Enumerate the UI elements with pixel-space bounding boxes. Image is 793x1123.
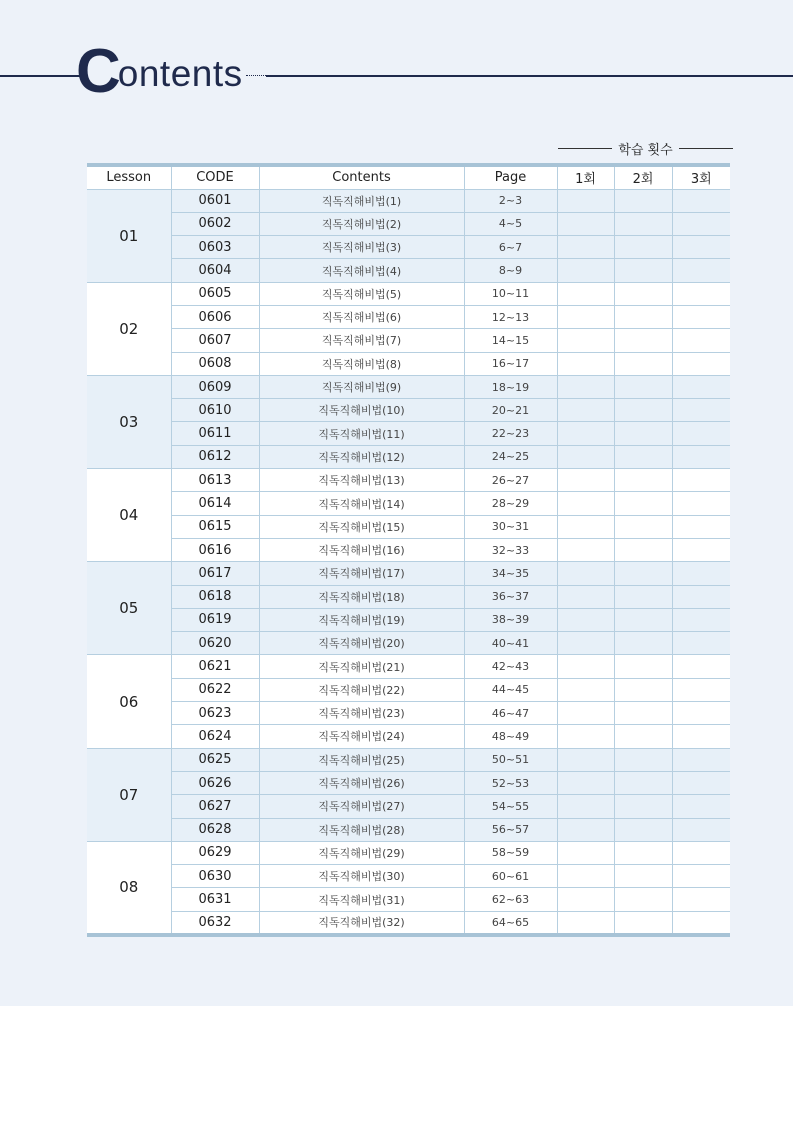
contents-table bbox=[87, 163, 730, 937]
table-row bbox=[87, 189, 730, 212]
contents-cell: 직독직해비법(4) bbox=[259, 259, 464, 282]
page-cell: 34~35 bbox=[464, 562, 557, 585]
page-cell: 38~39 bbox=[464, 608, 557, 631]
contents-cell: 직독직해비법(1) bbox=[259, 189, 464, 212]
study-round-1-checkbox-cell[interactable] bbox=[557, 515, 614, 538]
code-cell: 0612 bbox=[171, 445, 259, 468]
code-cell: 0604 bbox=[171, 259, 259, 282]
code-cell: 0630 bbox=[171, 865, 259, 888]
study-round-3-checkbox-cell[interactable] bbox=[672, 818, 730, 841]
study-round-1-checkbox-cell[interactable] bbox=[557, 771, 614, 794]
code-cell: 0608 bbox=[171, 352, 259, 375]
study-round-3-checkbox-cell[interactable] bbox=[672, 655, 730, 678]
study-round-1-checkbox-cell[interactable] bbox=[557, 911, 614, 934]
lesson-number: 07 bbox=[87, 748, 171, 841]
study-round-2-checkbox-cell[interactable] bbox=[614, 795, 672, 818]
contents-cell: 직독직해비법(19) bbox=[259, 608, 464, 631]
study-round-2-checkbox-cell[interactable] bbox=[614, 841, 672, 864]
code-cell: 0605 bbox=[171, 282, 259, 305]
table-row bbox=[87, 469, 730, 492]
contents-cell: 직독직해비법(20) bbox=[259, 632, 464, 655]
code-cell: 0601 bbox=[171, 189, 259, 212]
study-round-1-checkbox-cell[interactable] bbox=[557, 585, 614, 608]
study-round-2-checkbox-cell[interactable] bbox=[614, 562, 672, 585]
page-cell: 32~33 bbox=[464, 538, 557, 561]
header-rule-right bbox=[266, 75, 793, 77]
contents-cell: 직독직해비법(22) bbox=[259, 678, 464, 701]
study-round-1-checkbox-cell[interactable] bbox=[557, 865, 614, 888]
page-cell: 4~5 bbox=[464, 212, 557, 235]
study-round-1-checkbox-cell[interactable] bbox=[557, 678, 614, 701]
table-row bbox=[87, 702, 730, 725]
study-round-2-checkbox-cell[interactable] bbox=[614, 305, 672, 328]
table-row bbox=[87, 608, 730, 631]
study-round-3-checkbox-cell[interactable] bbox=[672, 865, 730, 888]
table-row bbox=[87, 236, 730, 259]
study-round-3-checkbox-cell[interactable] bbox=[672, 771, 730, 794]
page-cell: 48~49 bbox=[464, 725, 557, 748]
page-cell: 10~11 bbox=[464, 282, 557, 305]
study-round-3-checkbox-cell[interactable] bbox=[672, 515, 730, 538]
study-round-1-checkbox-cell[interactable] bbox=[557, 818, 614, 841]
study-round-2-checkbox-cell[interactable] bbox=[614, 748, 672, 771]
contents-cell: 직독직해비법(27) bbox=[259, 795, 464, 818]
table-row bbox=[87, 655, 730, 678]
contents-cell: 직독직해비법(30) bbox=[259, 865, 464, 888]
lesson-number: 05 bbox=[87, 562, 171, 655]
code-cell: 0609 bbox=[171, 375, 259, 398]
study-round-1-checkbox-cell[interactable] bbox=[557, 538, 614, 561]
table-row bbox=[87, 538, 730, 561]
contents-cell: 직독직해비법(7) bbox=[259, 329, 464, 352]
page-cell: 62~63 bbox=[464, 888, 557, 911]
study-round-1-checkbox-cell[interactable] bbox=[557, 608, 614, 631]
study-round-3-checkbox-cell[interactable] bbox=[672, 608, 730, 631]
study-round-2-checkbox-cell[interactable] bbox=[614, 259, 672, 282]
study-round-3-checkbox-cell[interactable] bbox=[672, 702, 730, 725]
header-rule-left bbox=[0, 75, 86, 77]
contents-cell: 직독직해비법(12) bbox=[259, 445, 464, 468]
page-cell: 64~65 bbox=[464, 911, 557, 934]
contents-cell: 직독직해비법(29) bbox=[259, 841, 464, 864]
study-round-3-checkbox-cell[interactable] bbox=[672, 399, 730, 422]
contents-cell: 직독직해비법(2) bbox=[259, 212, 464, 235]
study-round-2-checkbox-cell[interactable] bbox=[614, 655, 672, 678]
contents-cell: 직독직해비법(31) bbox=[259, 888, 464, 911]
page-cell: 14~15 bbox=[464, 329, 557, 352]
code-cell: 0623 bbox=[171, 702, 259, 725]
contents-cell: 직독직해비법(13) bbox=[259, 469, 464, 492]
table-row bbox=[87, 352, 730, 375]
study-round-2-checkbox-cell[interactable] bbox=[614, 399, 672, 422]
code-cell: 0620 bbox=[171, 632, 259, 655]
page-cell: 22~23 bbox=[464, 422, 557, 445]
contents-cell: 직독직해비법(8) bbox=[259, 352, 464, 375]
code-cell: 0611 bbox=[171, 422, 259, 445]
code-cell: 0607 bbox=[171, 329, 259, 352]
study-round-3-checkbox-cell[interactable] bbox=[672, 795, 730, 818]
page-cell: 8~9 bbox=[464, 259, 557, 282]
code-cell: 0615 bbox=[171, 515, 259, 538]
study-count-text: 학습 횟수 bbox=[618, 142, 673, 158]
code-cell: 0606 bbox=[171, 305, 259, 328]
study-round-2-checkbox-cell[interactable] bbox=[614, 702, 672, 725]
contents-cell: 직독직해비법(3) bbox=[259, 236, 464, 259]
column-header-lesson: Lesson bbox=[87, 165, 171, 189]
study-round-3-checkbox-cell[interactable] bbox=[672, 259, 730, 282]
study-round-1-checkbox-cell[interactable] bbox=[557, 655, 614, 678]
study-round-1-checkbox-cell[interactable] bbox=[557, 259, 614, 282]
page-cell: 56~57 bbox=[464, 818, 557, 841]
table-row bbox=[87, 865, 730, 888]
code-cell: 0617 bbox=[171, 562, 259, 585]
page-cell: 30~31 bbox=[464, 515, 557, 538]
table-row bbox=[87, 771, 730, 794]
study-round-2-checkbox-cell[interactable] bbox=[614, 236, 672, 259]
study-round-2-checkbox-cell[interactable] bbox=[614, 515, 672, 538]
study-round-2-checkbox-cell[interactable] bbox=[614, 422, 672, 445]
column-header-contents: Contents bbox=[259, 165, 464, 189]
study-round-3-checkbox-cell[interactable] bbox=[672, 678, 730, 701]
study-round-3-checkbox-cell[interactable] bbox=[672, 725, 730, 748]
study-round-2-checkbox-cell[interactable] bbox=[614, 608, 672, 631]
table-row bbox=[87, 212, 730, 235]
study-round-3-checkbox-cell[interactable] bbox=[672, 422, 730, 445]
title-rest: ontents bbox=[117, 53, 243, 94]
study-round-3-checkbox-cell[interactable] bbox=[672, 352, 730, 375]
page-title bbox=[76, 37, 243, 106]
table-row bbox=[87, 515, 730, 538]
table-row bbox=[87, 632, 730, 655]
study-round-1-checkbox-cell[interactable] bbox=[557, 329, 614, 352]
contents-cell: 직독직해비법(10) bbox=[259, 399, 464, 422]
study-round-1-checkbox-cell[interactable] bbox=[557, 841, 614, 864]
page-cell: 6~7 bbox=[464, 236, 557, 259]
page-cell: 42~43 bbox=[464, 655, 557, 678]
study-round-1-checkbox-cell[interactable] bbox=[557, 795, 614, 818]
table-row bbox=[87, 725, 730, 748]
contents-cell: 직독직해비법(17) bbox=[259, 562, 464, 585]
lesson-number: 06 bbox=[87, 655, 171, 748]
study-round-3-checkbox-cell[interactable] bbox=[672, 282, 730, 305]
study-round-3-checkbox-cell[interactable] bbox=[672, 469, 730, 492]
code-cell: 0616 bbox=[171, 538, 259, 561]
study-round-2-checkbox-cell[interactable] bbox=[614, 865, 672, 888]
study-round-2-checkbox-cell[interactable] bbox=[614, 771, 672, 794]
table-row bbox=[87, 841, 730, 864]
page-cell: 44~45 bbox=[464, 678, 557, 701]
table-row bbox=[87, 748, 730, 771]
table-row bbox=[87, 585, 730, 608]
study-round-3-checkbox-cell[interactable] bbox=[672, 562, 730, 585]
lesson-number: 04 bbox=[87, 469, 171, 562]
table-row bbox=[87, 305, 730, 328]
contents-cell: 직독직해비법(14) bbox=[259, 492, 464, 515]
contents-cell: 직독직해비법(23) bbox=[259, 702, 464, 725]
column-header-page: Page bbox=[464, 165, 557, 189]
study-round-1-checkbox-cell[interactable] bbox=[557, 212, 614, 235]
study-round-1-checkbox-cell[interactable] bbox=[557, 352, 614, 375]
study-round-2-checkbox-cell[interactable] bbox=[614, 375, 672, 398]
study-round-2-checkbox-cell[interactable] bbox=[614, 911, 672, 934]
column-header-round-1: 1회 bbox=[557, 165, 614, 189]
contents-cell: 직독직해비법(28) bbox=[259, 818, 464, 841]
table-row bbox=[87, 445, 730, 468]
column-header-code: CODE bbox=[171, 165, 259, 189]
column-header-round-2: 2회 bbox=[614, 165, 672, 189]
study-round-3-checkbox-cell[interactable] bbox=[672, 212, 730, 235]
lesson-number: 02 bbox=[87, 282, 171, 375]
code-cell: 0613 bbox=[171, 469, 259, 492]
study-round-1-checkbox-cell[interactable] bbox=[557, 562, 614, 585]
code-cell: 0614 bbox=[171, 492, 259, 515]
page-cell: 28~29 bbox=[464, 492, 557, 515]
code-cell: 0632 bbox=[171, 911, 259, 934]
code-cell: 0627 bbox=[171, 795, 259, 818]
table-row bbox=[87, 375, 730, 398]
study-round-3-checkbox-cell[interactable] bbox=[672, 236, 730, 259]
study-round-1-checkbox-cell[interactable] bbox=[557, 189, 614, 212]
study-round-2-checkbox-cell[interactable] bbox=[614, 888, 672, 911]
study-round-2-checkbox-cell[interactable] bbox=[614, 212, 672, 235]
contents-cell: 직독직해비법(11) bbox=[259, 422, 464, 445]
study-round-2-checkbox-cell[interactable] bbox=[614, 189, 672, 212]
code-cell: 0618 bbox=[171, 585, 259, 608]
table-row bbox=[87, 795, 730, 818]
study-round-1-checkbox-cell[interactable] bbox=[557, 469, 614, 492]
page-cell: 60~61 bbox=[464, 865, 557, 888]
contents-cell: 직독직해비법(18) bbox=[259, 585, 464, 608]
study-round-2-checkbox-cell[interactable] bbox=[614, 492, 672, 515]
study-round-3-checkbox-cell[interactable] bbox=[672, 841, 730, 864]
code-cell: 0622 bbox=[171, 678, 259, 701]
study-round-3-checkbox-cell[interactable] bbox=[672, 492, 730, 515]
study-round-1-checkbox-cell[interactable] bbox=[557, 725, 614, 748]
code-cell: 0631 bbox=[171, 888, 259, 911]
table-body bbox=[87, 189, 730, 935]
study-round-3-checkbox-cell[interactable] bbox=[672, 585, 730, 608]
table-row bbox=[87, 422, 730, 445]
study-round-2-checkbox-cell[interactable] bbox=[614, 282, 672, 305]
code-cell: 0621 bbox=[171, 655, 259, 678]
study-round-1-checkbox-cell[interactable] bbox=[557, 305, 614, 328]
table-row bbox=[87, 259, 730, 282]
table-header-row bbox=[87, 165, 730, 189]
page-cell: 2~3 bbox=[464, 189, 557, 212]
study-round-3-checkbox-cell[interactable] bbox=[672, 305, 730, 328]
table-row bbox=[87, 282, 730, 305]
table-row bbox=[87, 492, 730, 515]
contents-cell: 직독직해비법(6) bbox=[259, 305, 464, 328]
study-round-1-checkbox-cell[interactable] bbox=[557, 375, 614, 398]
code-cell: 0602 bbox=[171, 212, 259, 235]
code-cell: 0625 bbox=[171, 748, 259, 771]
study-round-3-checkbox-cell[interactable] bbox=[672, 189, 730, 212]
table-row bbox=[87, 888, 730, 911]
table-row bbox=[87, 329, 730, 352]
page-cell: 54~55 bbox=[464, 795, 557, 818]
page-cell: 20~21 bbox=[464, 399, 557, 422]
contents-cell: 직독직해비법(21) bbox=[259, 655, 464, 678]
header-dotted-rule bbox=[246, 75, 266, 76]
study-round-1-checkbox-cell[interactable] bbox=[557, 445, 614, 468]
page-cell: 40~41 bbox=[464, 632, 557, 655]
study-round-2-checkbox-cell[interactable] bbox=[614, 469, 672, 492]
study-round-3-checkbox-cell[interactable] bbox=[672, 911, 730, 934]
study-round-1-checkbox-cell[interactable] bbox=[557, 888, 614, 911]
code-cell: 0628 bbox=[171, 818, 259, 841]
page-cell: 16~17 bbox=[464, 352, 557, 375]
study-round-2-checkbox-cell[interactable] bbox=[614, 329, 672, 352]
study-count-label bbox=[558, 138, 733, 158]
contents-cell: 직독직해비법(32) bbox=[259, 911, 464, 934]
contents-cell: 직독직해비법(5) bbox=[259, 282, 464, 305]
code-cell: 0610 bbox=[171, 399, 259, 422]
study-count-rule-right bbox=[679, 148, 733, 149]
lesson-number: 01 bbox=[87, 189, 171, 282]
study-round-1-checkbox-cell[interactable] bbox=[557, 632, 614, 655]
table-row bbox=[87, 911, 730, 934]
code-cell: 0619 bbox=[171, 608, 259, 631]
study-round-2-checkbox-cell[interactable] bbox=[614, 678, 672, 701]
study-round-2-checkbox-cell[interactable] bbox=[614, 352, 672, 375]
study-round-2-checkbox-cell[interactable] bbox=[614, 818, 672, 841]
lesson-number: 08 bbox=[87, 841, 171, 934]
study-round-3-checkbox-cell[interactable] bbox=[672, 375, 730, 398]
code-cell: 0624 bbox=[171, 725, 259, 748]
table-row bbox=[87, 399, 730, 422]
page-cell: 46~47 bbox=[464, 702, 557, 725]
study-round-3-checkbox-cell[interactable] bbox=[672, 329, 730, 352]
study-round-2-checkbox-cell[interactable] bbox=[614, 632, 672, 655]
study-round-1-checkbox-cell[interactable] bbox=[557, 236, 614, 259]
study-round-2-checkbox-cell[interactable] bbox=[614, 585, 672, 608]
code-cell: 0603 bbox=[171, 236, 259, 259]
study-round-2-checkbox-cell[interactable] bbox=[614, 538, 672, 561]
study-round-3-checkbox-cell[interactable] bbox=[672, 888, 730, 911]
table-row bbox=[87, 562, 730, 585]
contents-cell: 직독직해비법(9) bbox=[259, 375, 464, 398]
contents-cell: 직독직해비법(25) bbox=[259, 748, 464, 771]
page-cell: 26~27 bbox=[464, 469, 557, 492]
study-round-1-checkbox-cell[interactable] bbox=[557, 492, 614, 515]
study-round-2-checkbox-cell[interactable] bbox=[614, 445, 672, 468]
code-cell: 0629 bbox=[171, 841, 259, 864]
page-cell: 24~25 bbox=[464, 445, 557, 468]
study-count-rule-left bbox=[558, 148, 612, 149]
study-round-1-checkbox-cell[interactable] bbox=[557, 399, 614, 422]
contents-cell: 직독직해비법(24) bbox=[259, 725, 464, 748]
table-row bbox=[87, 678, 730, 701]
lesson-number: 03 bbox=[87, 375, 171, 468]
page-cell: 52~53 bbox=[464, 771, 557, 794]
study-round-3-checkbox-cell[interactable] bbox=[672, 748, 730, 771]
study-round-1-checkbox-cell[interactable] bbox=[557, 282, 614, 305]
code-cell: 0626 bbox=[171, 771, 259, 794]
page-cell: 12~13 bbox=[464, 305, 557, 328]
page-cell: 50~51 bbox=[464, 748, 557, 771]
contents-cell: 직독직해비법(26) bbox=[259, 771, 464, 794]
page-cell: 36~37 bbox=[464, 585, 557, 608]
study-round-1-checkbox-cell[interactable] bbox=[557, 702, 614, 725]
contents-cell: 직독직해비법(16) bbox=[259, 538, 464, 561]
study-round-3-checkbox-cell[interactable] bbox=[672, 632, 730, 655]
contents-cell: 직독직해비법(15) bbox=[259, 515, 464, 538]
study-round-2-checkbox-cell[interactable] bbox=[614, 725, 672, 748]
title-initial: C bbox=[76, 37, 119, 106]
study-round-3-checkbox-cell[interactable] bbox=[672, 538, 730, 561]
study-round-3-checkbox-cell[interactable] bbox=[672, 445, 730, 468]
page-cell: 18~19 bbox=[464, 375, 557, 398]
page-cell: 58~59 bbox=[464, 841, 557, 864]
study-round-1-checkbox-cell[interactable] bbox=[557, 748, 614, 771]
table-row bbox=[87, 818, 730, 841]
study-round-1-checkbox-cell[interactable] bbox=[557, 422, 614, 445]
column-header-round-3: 3회 bbox=[672, 165, 730, 189]
